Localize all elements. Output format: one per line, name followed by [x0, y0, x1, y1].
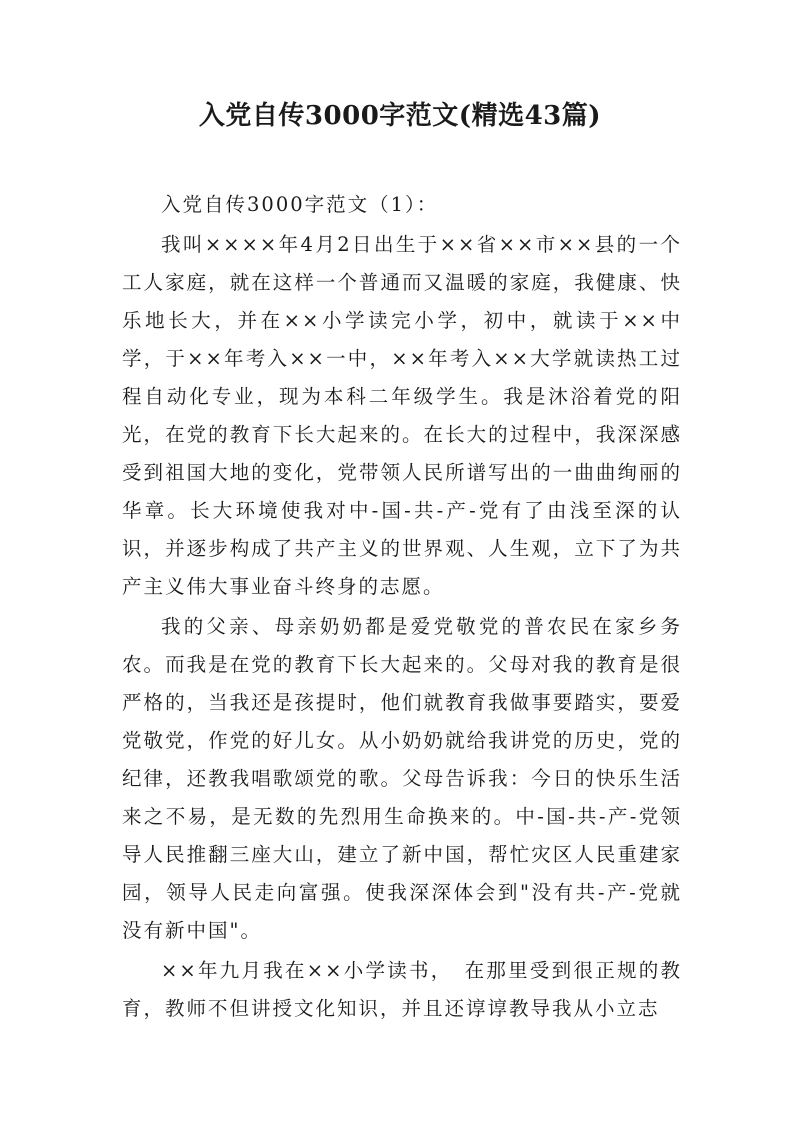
paragraph: 我叫××××年4月2日出生于××省××市××县的一个工人家庭，就在这样一个普通而又温暖的家庭，我健康、快乐地长大，并在××小学读完小学，初中，就读于××中学，于××年考入××一中，××年考入××大学就读热工过程自动化专业，现为本科二年级学生。我是沐浴着党的阳光，在党的教育下长大起来的。在长大的过程中，我深深感受到祖国大地的变化，党带领人民所谱写出的一曲曲绚丽的华章。长大环境使我对中-国-共-产-党有了由浅至深的认识，并逐步构成了共产主义的世界观、人生观，立下了为共产主义伟大事业奋斗终身的志愿。 — [122, 233, 682, 598]
document-body — [122, 186, 682, 1030]
paragraph: 我的父亲、母亲奶奶都是爱党敬党的普农民在家乡务农。而我是在党的教育下长大起来的。父母对我的教育是很严格的，当我还是孩提时，他们就教育我做事要踏实，要爱党敬党，作党的好儿女。从小奶奶就给我讲党的历史，党的纪律，还教我唱歌颂党的歌。父母告诉我：今日的快乐生活来之不易，是无数的先烈用生命换来的。中-国-共-产-党领导人民推翻三座大山，建立了新中国，帮忙灾区人民重建家园，领导人民走向富强。使我深深体会到"没有共-产-党就没有新中国"。 — [122, 615, 682, 942]
section-heading: 入党自传3000字范文（1）： — [161, 193, 439, 216]
document-title: 入党自传3000字范文(精选43篇) — [198, 101, 602, 131]
paragraph: ××年九月我在××小学读书， 在那里受到很正规的教育，教师不但讲授文化知识，并且还谆谆教导我从小立志 — [122, 959, 682, 1020]
